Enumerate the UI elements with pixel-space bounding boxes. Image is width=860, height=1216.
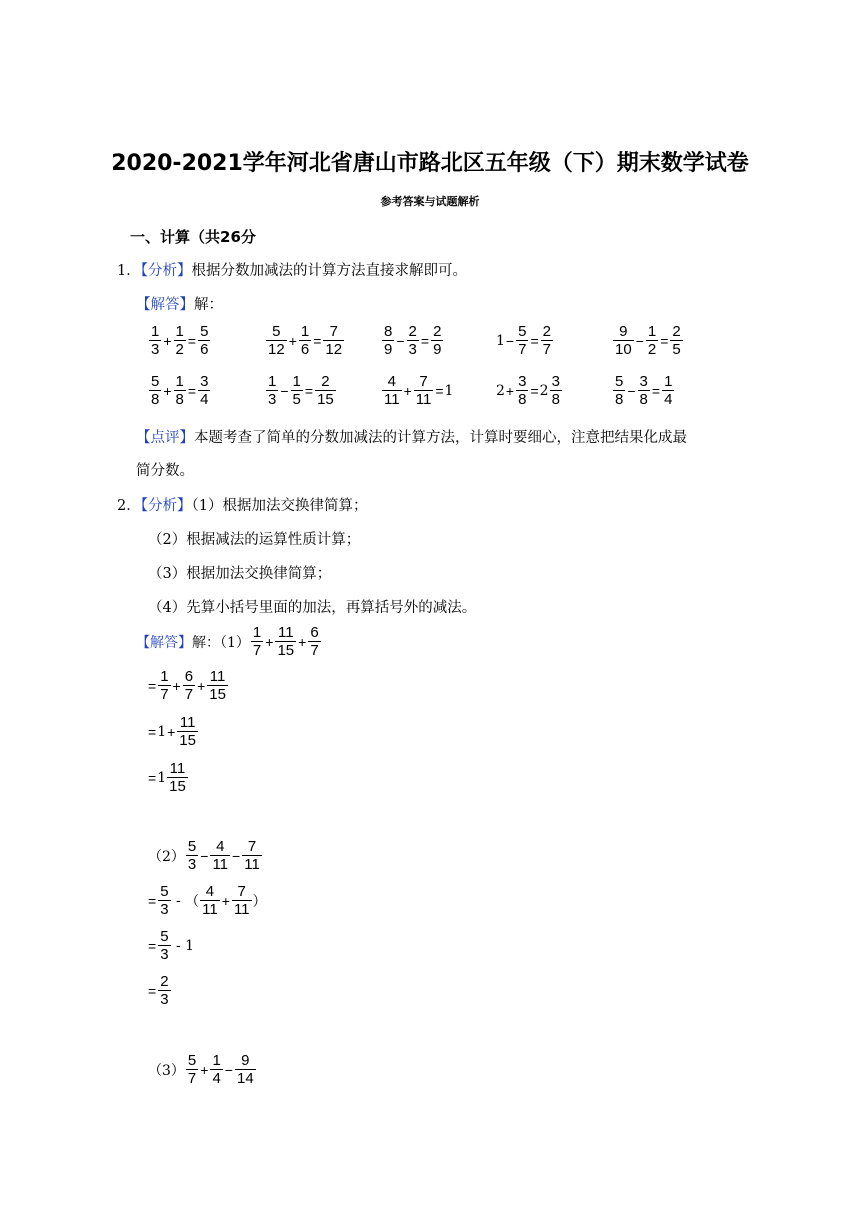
fraction-equation: $\frac{1}{3}$ + $\frac{1}{2}$ = $\frac{5}{6}$ <box>151 323 209 358</box>
fraction: $\frac{5}{7}$ <box>187 1052 197 1087</box>
fraction: $\frac{3}{8}$ <box>639 373 648 408</box>
q1-answer-tag: 【解答】 <box>136 297 194 313</box>
fraction: $\frac{1}{2}$ <box>175 323 184 358</box>
q2-analysis-4: （4）先算小括号里面的加法，再算括号外的减法。 <box>148 600 477 616</box>
section-heading-calculation: 一、计算（共26分 <box>130 228 256 246</box>
q2-answer-text: 解：（1） <box>192 634 250 651</box>
fraction: $\frac{2}{5}$ <box>672 323 681 358</box>
fraction: $\frac{5}{7}$ <box>518 323 527 358</box>
fraction: $\frac{11}{15}$ <box>169 760 186 795</box>
fraction: $\frac{1}{3}$ <box>151 323 160 358</box>
fraction: $\frac{6}{7}$ <box>184 668 194 703</box>
fraction: $\frac{2}{7}$ <box>542 323 551 358</box>
fraction: $\frac{8}{9}$ <box>384 323 393 358</box>
fraction: $\frac{5}{8}$ <box>151 373 160 408</box>
fraction: $\frac{5}{3}$ <box>160 928 169 963</box>
q2-analysis-3: （3）根据加法交换律简算； <box>148 566 332 582</box>
fraction: $\frac{1}{3}$ <box>268 373 277 408</box>
fraction: $\frac{1}{4}$ <box>664 373 673 408</box>
fraction: $\frac{7}{11}$ <box>233 883 250 918</box>
fraction: $\frac{1}{6}$ <box>300 323 310 358</box>
fraction: $\frac{4}{11}$ <box>202 883 218 918</box>
q2-part1-step1: = $\frac{1}{7}$ + $\frac{6}{7}$ + $\frac{11}{15}$ <box>148 668 226 703</box>
fraction-equation: $\frac{1}{3}$ − $\frac{1}{5}$ = $\frac{2}{15}$ <box>268 373 334 408</box>
q1-comment <box>136 426 687 447</box>
fraction-equation: $\frac{5}{8}$ − $\frac{3}{8}$ = $\frac{1}{4}$ <box>615 373 673 408</box>
q2-part1-problem: 【解答】 解：（1） $\frac{1}{7}$ + $\frac{11}{15}$ + $\frac{6}{7}$ <box>136 624 319 659</box>
fraction: $\frac{3}{8}$ <box>551 373 560 408</box>
fraction: $\frac{1}{8}$ <box>175 373 184 408</box>
q2-analysis-1: （1）根据加法交换律简算； <box>191 498 368 514</box>
fraction-equation: $\frac{8}{9}$ − $\frac{2}{3}$ = $\frac{2}{9}$ <box>384 323 442 358</box>
fraction-equation: $\frac{5}{12}$ + $\frac{1}{6}$ = $\frac{7}{12}$ <box>268 323 343 358</box>
fraction: $\frac{7}{12}$ <box>325 323 343 358</box>
fraction-equation: 2 + $\frac{3}{8}$ = 2 $\frac{3}{8}$ <box>496 373 560 408</box>
q2-part2-step3: = $\frac{2}{3}$ <box>148 973 169 1008</box>
q1-number: 1． <box>117 263 141 279</box>
fraction: $\frac{6}{7}$ <box>310 624 319 659</box>
fraction-equation: $\frac{5}{8}$ + $\frac{1}{8}$ = $\frac{3}{4}$ <box>151 373 209 408</box>
fraction: $\frac{9}{10}$ <box>615 323 632 358</box>
fraction: $\frac{7}{11}$ <box>415 373 432 408</box>
q2-part2-problem: （2） $\frac{5}{3}$ − $\frac{4}{11}$ − $\frac{7}{11}$ <box>148 838 260 873</box>
q2-analysis <box>117 494 367 515</box>
fraction: $\frac{1}{7}$ <box>252 624 262 659</box>
fraction: $\frac{2}{3}$ <box>408 323 417 358</box>
fraction-equation: 1 − $\frac{5}{7}$ = $\frac{2}{7}$ <box>496 323 551 358</box>
q2-part1-step3: = 1 $\frac{11}{15}$ <box>148 760 186 795</box>
fraction: $\frac{11}{15}$ <box>179 714 196 749</box>
q2-part3-problem: （3） $\frac{5}{7}$ + $\frac{1}{4}$ − $\frac{9}{14}$ <box>148 1052 254 1087</box>
fraction: $\frac{1}{7}$ <box>160 668 169 703</box>
q1-analysis-tag: 【分析】 <box>140 263 192 279</box>
fraction-equation: $\frac{9}{10}$ − $\frac{1}{2}$ = $\frac{2}{5}$ <box>615 323 681 358</box>
fraction: $\frac{5}{3}$ <box>160 883 169 918</box>
fraction: $\frac{5}{6}$ <box>200 323 209 358</box>
q1-answer-text: 解： <box>194 297 223 313</box>
fraction: $\frac{11}{15}$ <box>209 668 226 703</box>
q1-analysis-text: 根据分数加减法的计算方法直接求解即可。 <box>191 263 467 279</box>
fraction: $\frac{3}{4}$ <box>200 373 209 408</box>
fraction: $\frac{1}{2}$ <box>647 323 657 358</box>
fraction: $\frac{5}{3}$ <box>187 838 197 873</box>
q1-comment-text-1: 本题考查了简单的分数加减法的计算方法，计算时要细心，注意把结果化成最 <box>194 430 687 446</box>
fraction: $\frac{2}{9}$ <box>433 323 442 358</box>
q1-answer-label <box>136 293 223 314</box>
fraction: $\frac{1}{4}$ <box>212 1052 221 1087</box>
q2-part2-step2: = $\frac{5}{3}$ - 1 <box>148 928 195 963</box>
q2-part1-step2: = 1 + $\frac{11}{15}$ <box>148 714 196 749</box>
q2-answer-tag: 【解答】 <box>136 634 192 651</box>
fraction: $\frac{2}{3}$ <box>160 973 169 1008</box>
fraction: $\frac{11}{15}$ <box>277 624 295 659</box>
fraction: $\frac{5}{12}$ <box>268 323 285 358</box>
q2-analysis-tag: 【分析】 <box>140 498 192 514</box>
page-subtitle: 参考答案与试题解析 <box>380 195 480 208</box>
fraction: $\frac{1}{5}$ <box>292 373 301 408</box>
q2-analysis-2: （2）根据减法的运算性质计算； <box>148 532 361 548</box>
fraction-equation: $\frac{4}{11}$ + $\frac{7}{11}$ = 1 <box>384 373 454 408</box>
fraction: $\frac{4}{11}$ <box>384 373 400 408</box>
q1-comment-cont: 简分数。 <box>136 463 194 479</box>
q2-part2-step1: = $\frac{5}{3}$ - （ $\frac{4}{11}$ + $\frac{7}{11}$ ） <box>148 883 267 918</box>
q1-analysis <box>117 259 467 280</box>
page-title: 2020-2021学年河北省唐山市路北区五年级（下）期末数学试卷 <box>111 151 749 176</box>
fraction: $\frac{7}{11}$ <box>244 838 260 873</box>
q2-number: 2． <box>117 498 141 514</box>
fraction: $\frac{3}{8}$ <box>518 373 527 408</box>
fraction: $\frac{5}{8}$ <box>615 373 624 408</box>
fraction: $\frac{2}{15}$ <box>317 373 334 408</box>
fraction: $\frac{4}{11}$ <box>212 838 229 873</box>
fraction: $\frac{9}{14}$ <box>236 1052 254 1087</box>
q1-comment-tag: 【点评】 <box>136 430 194 446</box>
